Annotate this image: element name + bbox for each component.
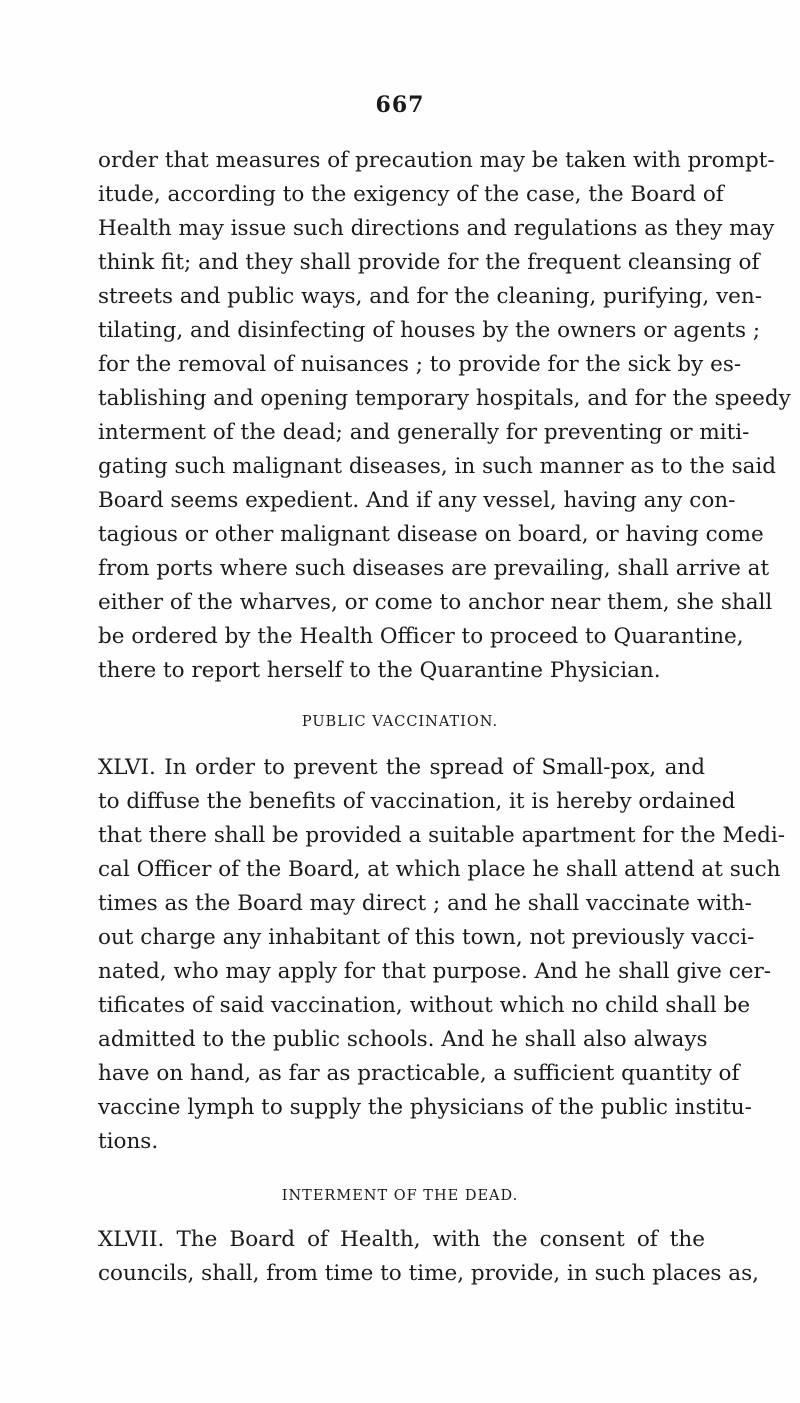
- text-line: out charge any inhabitant of this town, not previously vacci-: [98, 925, 755, 950]
- text-line: that there shall be provided a suitable apartment for the Medi-: [98, 823, 786, 848]
- text-line: times as the Board may direct ; and he shall vaccinate with-: [98, 891, 752, 916]
- text-line: admitted to the public schools. And he shall also always: [98, 1027, 708, 1052]
- text-line: for the removal of nuisances ; to provide for the sick by es-: [98, 352, 742, 377]
- text-line: order that measures of precaution may be taken with prompt-: [98, 148, 775, 173]
- text-line: gating such malignant diseases, in such manner as to the said: [98, 454, 777, 479]
- text-line: Board seems expedient. And if any vessel, having any con-: [98, 488, 736, 513]
- text-line: from ports where such diseases are prevailing, shall arrive at: [98, 556, 770, 581]
- text-line: there to report herself to the Quarantine Physician.: [98, 658, 661, 683]
- text-line: councils, shall, from time to time, provide, in such places as,: [98, 1261, 759, 1286]
- section-heading-public-vaccination: PUBLIC VACCINATION.: [301, 714, 499, 730]
- text-line: vaccine lymph to supply the physicians of the public institu-: [98, 1095, 752, 1120]
- text-line: interment of the dead; and generally for preventing or miti-: [98, 420, 750, 445]
- text-line: XLVI. In order to prevent the spread of Small-pox, and: [98, 755, 705, 780]
- text-line: Health may issue such directions and regulations as they may: [98, 216, 775, 241]
- text-line: think fit; and they shall provide for the frequent cleansing of: [98, 250, 760, 275]
- section-heading-interment: INTERMENT OF THE DEAD.: [281, 1188, 519, 1204]
- text-line: tablishing and opening temporary hospitals, and for the speedy: [98, 386, 791, 411]
- text-line: itude, according to the exigency of the case, the Board of: [98, 182, 724, 207]
- text-line: streets and public ways, and for the cleaning, purifying, ven-: [98, 284, 763, 309]
- text-line: have on hand, as far as practicable, a sufficient quantity of: [98, 1061, 740, 1086]
- page-number: 667: [375, 92, 425, 118]
- text-line: be ordered by the Health Officer to proceed to Quarantine,: [98, 624, 744, 649]
- text-line: XLVII. The Board of Health, with the consent of the: [98, 1227, 705, 1252]
- text-line: tagious or other malignant disease on board, or having come: [98, 522, 764, 547]
- text-line: either of the wharves, or come to anchor near them, she shall: [98, 590, 773, 615]
- text-line: tions.: [98, 1129, 159, 1154]
- text-line: to diffuse the benefits of vaccination, it is hereby ordained: [98, 789, 736, 814]
- text-line: nated, who may apply for that purpose. And he shall give cer-: [98, 959, 771, 984]
- text-line: tificates of said vaccination, without which no child shall be: [98, 993, 751, 1018]
- text-line: cal Officer of the Board, at which place he shall attend at such: [98, 857, 781, 882]
- text-line: tilating, and disinfecting of houses by the owners or agents ;: [98, 318, 761, 343]
